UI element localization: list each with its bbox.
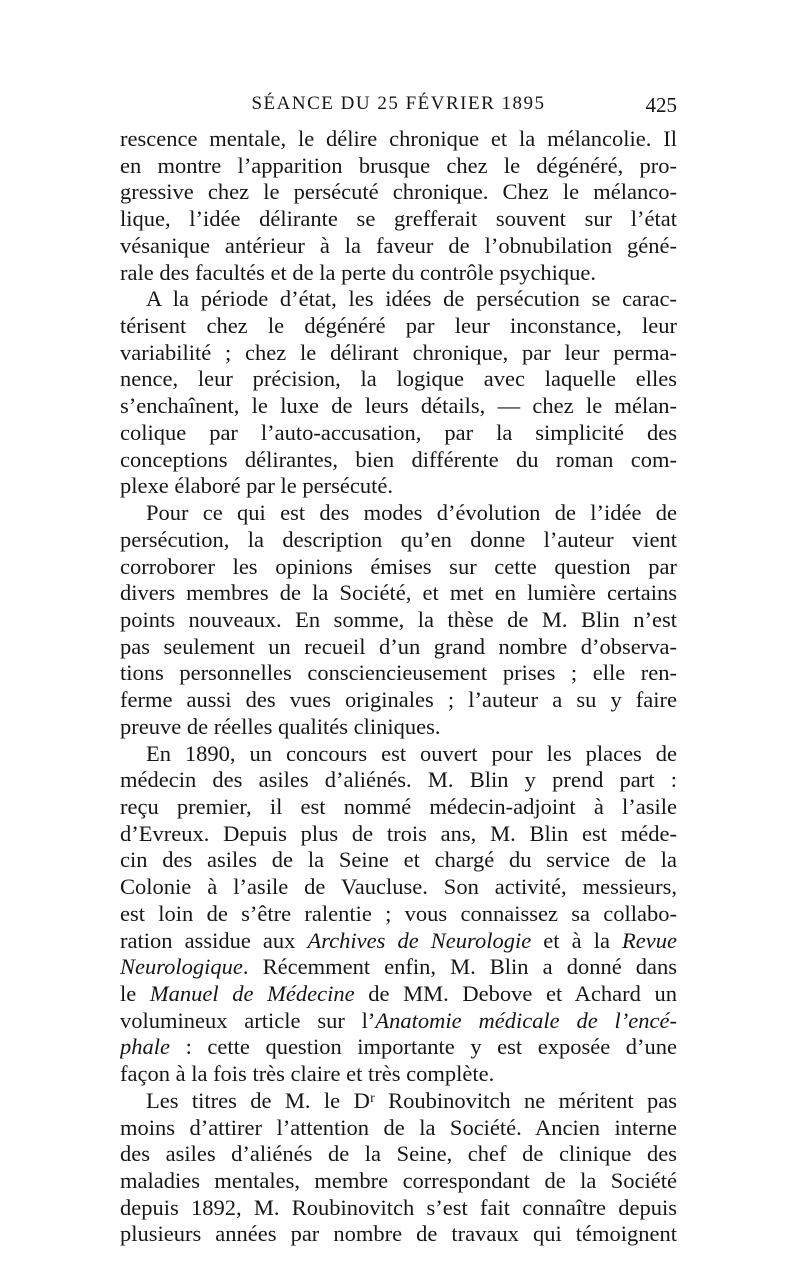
page-number: 425 [645, 93, 677, 117]
line-text: nence, leur précision, la logique avec laquelle elles [120, 366, 677, 392]
text-line [120, 1168, 677, 1195]
text-line [120, 634, 677, 661]
line-text: points nouveaux. En somme, la thèse de M. Blin n’est [120, 606, 677, 632]
line-text: est loin de s’être ralentie ; vous connaissez sa collabo- [120, 900, 677, 926]
text-line [120, 126, 677, 153]
text-line [120, 1061, 677, 1088]
line-text: volumineux article sur l’ [120, 1007, 376, 1033]
text-line [120, 393, 677, 420]
line-text: de MM. Debove et Achard un [354, 981, 677, 1006]
running-title: SÉANCE DU 25 FÉVRIER 1895 [251, 93, 546, 114]
text-line [120, 660, 677, 687]
text-line [120, 874, 677, 901]
line-text: Colonie à l’asile de Vaucluse. Son activité, messieurs, [120, 874, 677, 900]
line-text: divers membres de la Société, et met en lumière certains [120, 580, 677, 606]
text-line [120, 447, 677, 474]
line-text: d’Evreux. Depuis plus de trois ans, M. Blin est méde- [120, 820, 677, 846]
line-text: lique, l’idée délirante se grefferait souvent sur l’état [120, 206, 677, 232]
text-line [120, 1141, 677, 1168]
line-text: térisent chez le dégénéré par leur inconstance, leur [120, 313, 677, 339]
line-text: variabilité ; chez le délirant chronique, par leur perma- [120, 339, 677, 365]
text-line [120, 794, 677, 821]
line-text: reçu premier, il est nommé médecin-adjoint à l’asile [120, 793, 677, 819]
line-text: . Récemment enfin, M. Blin a donné dans [242, 954, 677, 980]
line-text: des asiles d’aliénés de la Seine, chef de clinique des [120, 1141, 677, 1167]
text-line [120, 554, 677, 581]
line-text: persécution, la description qu’en donne l’auteur vient [120, 526, 677, 552]
text-line [120, 286, 677, 313]
line-text: vésanique antérieur à la faveur de l’obnubilation géné- [120, 232, 677, 258]
text-line [120, 714, 677, 741]
line-text: corroborer les opinions émises sur cette question par [120, 553, 677, 579]
line-text: conceptions délirantes, bien différente du roman com- [120, 446, 677, 472]
text-line [120, 847, 677, 874]
text-line [120, 1221, 677, 1248]
text-line [120, 1088, 677, 1115]
line-text: En 1890, un concours est ouvert pour les places de [146, 740, 677, 766]
text-line [120, 1115, 677, 1142]
line-text: preuve de réelles qualités cliniques. [120, 713, 441, 739]
italic-title: Manuel de Médecine [149, 981, 355, 1006]
line-text: rescence mentale, le délire chronique et la mélancolie. Il [120, 126, 677, 151]
italic-title: Neurologique [120, 954, 243, 980]
running-head [120, 93, 677, 121]
text-line [120, 901, 677, 928]
text-line [120, 981, 677, 1008]
text-line [120, 687, 677, 714]
line-text: colique par l’auto-accusation, par la simplicité des [120, 419, 677, 445]
text-line [120, 233, 677, 260]
line-text: gressive chez le persécuté chronique. Chez le mélanco- [120, 179, 677, 205]
italic-title: phale [120, 1034, 170, 1060]
text-line [120, 500, 677, 527]
text-line [120, 206, 677, 233]
text-line [120, 954, 677, 981]
text-line [120, 340, 677, 367]
line-text: plexe élaboré par le persécuté. [120, 473, 393, 499]
line-text: ration assidue aux [120, 927, 308, 953]
text-line [120, 153, 677, 180]
line-text: depuis 1892, M. Roubinovitch s’est fait connaître depuis [120, 1194, 677, 1220]
line-text: le [120, 981, 150, 1006]
line-text: plusieurs années par nombre de travaux qui témoignent [120, 1221, 677, 1247]
line-text: rale des facultés et de la perte du contrôle psychique. [120, 259, 597, 285]
line-text: moins d’attirer l’attention de la Société. Ancien interne [120, 1114, 677, 1140]
text-line [120, 473, 677, 500]
line-text: et à la [531, 927, 623, 953]
text-line [120, 928, 677, 955]
line-text: médecin des asiles d’aliénés. M. Blin y prend part : [120, 767, 677, 793]
line-text: en montre l’apparition brusque chez le dégénéré, pro- [120, 152, 677, 178]
text-line [120, 580, 677, 607]
line-text: façon à la fois très claire et très complète. [120, 1061, 495, 1087]
text-line [120, 1195, 677, 1222]
text-line [120, 1008, 677, 1035]
text-line [120, 313, 677, 340]
line-text: pas seulement un recueil d’un grand nombre d’observa- [120, 633, 677, 659]
body-text [120, 126, 677, 1248]
line-text: Pour ce qui est des modes d’évolution de l’idée de [146, 500, 677, 526]
text-line [120, 179, 677, 206]
text-line [120, 821, 677, 848]
line-text: maladies mentales, membre correspondant de la Société [120, 1168, 677, 1194]
line-text: A la période d’état, les idées de persécution se carac- [146, 286, 677, 312]
line-text: Les titres de M. le Dʳ Roubinovitch ne méritent pas [146, 1087, 677, 1113]
text-line [120, 527, 677, 554]
line-text: : cette question importante y est exposée d’une [170, 1034, 677, 1060]
line-text: s’enchaînent, le luxe de leurs détails, — chez le mélan- [120, 393, 677, 419]
line-text: tions personnelles consciencieusement prises ; elle ren- [120, 660, 677, 686]
text-line [120, 607, 677, 634]
italic-title: Archives de Neurologie [307, 927, 532, 953]
text-line [120, 366, 677, 393]
italic-title: Anatomie médicale de l’encé- [375, 1007, 677, 1033]
line-text: cin des asiles de la Seine et chargé du service de la [120, 847, 677, 873]
text-line [120, 420, 677, 447]
text-line [120, 260, 677, 287]
italic-title: Revue [622, 927, 677, 953]
line-text: ferme aussi des vues originales ; l’auteur a su y faire [120, 687, 677, 713]
text-line [120, 1034, 677, 1061]
text-line [120, 741, 677, 768]
text-line [120, 767, 677, 794]
